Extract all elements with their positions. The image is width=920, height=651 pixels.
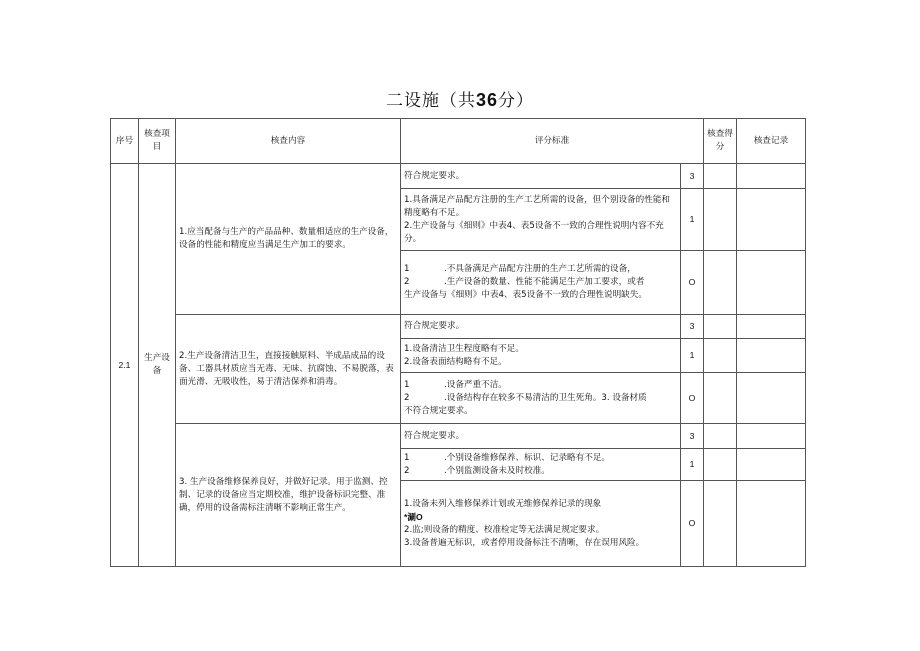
section-item: 生产设备 [139,164,176,567]
header-content: 核查内容 [176,119,401,164]
item1-got-1[interactable] [704,164,737,189]
item2-criteria-1: 符合规定要求。 [401,315,681,339]
item2-got-1[interactable] [704,315,737,339]
item3-criteria-2: 1 .个别设备维修保养、标识、记录略有不足。 2 .个别监测设备未及时校准。 [401,449,681,481]
item2-score-1: 3 [681,315,704,339]
item3-score-3: O [681,481,704,567]
table-row [111,315,806,339]
header-item: 核查项目 [139,119,176,164]
item2-record-1[interactable] [737,315,806,339]
item3-got-3[interactable] [704,481,737,567]
item2-record-2[interactable] [737,339,806,373]
table-row [111,424,806,449]
header-criteria: 评分标准 [401,119,704,164]
header-record: 核查记录 [737,119,806,164]
item1-score-3: O [681,251,704,315]
item3-criteria-1: 符合规定要求。 [401,424,681,449]
item1-criteria-3: 1 .不具备满足产品配方注册的生产工艺所需的设备， 2 .生产设备的数量、性能不能满足生产加工要求，或者 生产设备与《细则》中表4、表5设备不一致的合理性说明缺失。 [401,251,681,315]
item2-criteria-3: 1 .设备严重不洁。 2 .设备结构存在较多不易清洁的卫生死角。3. 设备材质 不符合规定要求。 [401,373,681,424]
inspection-table [110,118,806,567]
item3-score-2: 1 [681,449,704,481]
item2-got-2[interactable] [704,339,737,373]
item1-got-3[interactable] [704,251,737,315]
item2-record-3[interactable] [737,373,806,424]
item2-score-3: O [681,373,704,424]
table-row [111,164,806,189]
item3-record-2[interactable] [737,449,806,481]
item2-criteria-2: 1.设备清洁卫生程度略有不足。 2.设备表面结构略有不足。 [401,339,681,373]
item1-got-2[interactable] [704,189,737,251]
item3-record-3[interactable] [737,481,806,567]
table-header-row [111,119,806,164]
header-score: 核查得分 [704,119,737,164]
item3-criteria-3: 1.设备未列入维修保养计划或无维修保养记录的现象 *涮O 2.监;则设备的精度、校准检定等无法满足规定要求。 3.设备普遍无标识，或者停用设备标注不清晰，存在误用风险。 [401,481,681,567]
item1-score-1: 3 [681,164,704,189]
page-title: 二设施（共36分） [385,90,535,111]
item1-criteria-2: 1.具备满足产品配方注册的生产工艺所需的设备，但个别设备的性能和精度略有不足。 2.生产设备与《细则》中表4、表5设备不一致的合理性说明内容不充分。 [401,189,681,251]
item1-score-2: 1 [681,189,704,251]
section-seq: 2.1 [111,164,139,567]
item3-score-1: 3 [681,424,704,449]
header-seq: 序号 [111,119,139,164]
item1-content: 1.应当配备与生产的产品品种、数量相适应的生产设备，设备的性能和精度应当满足生产加工的要求。 [176,164,401,315]
item1-criteria-1: 符合规定要求。 [401,164,681,189]
item2-content: 2.生产设备清洁卫生，直接接触原料、半成品成品的设备、工器具材质应当无毒、无味、抗腐蚀、不易脱落，表面光滑、无吸收性，易于清洁保养和消毒。 [176,315,401,424]
item2-score-2: 1 [681,339,704,373]
item3-record-1[interactable] [737,424,806,449]
item3-got-1[interactable] [704,424,737,449]
item3-got-2[interactable] [704,449,737,481]
item1-record-1[interactable] [737,164,806,189]
item1-record-2[interactable] [737,189,806,251]
item1-record-3[interactable] [737,251,806,315]
item2-got-3[interactable] [704,373,737,424]
item3-content: 3. 生产设备维修保养良好，并做好记录。用于监测、控制、记录的设备应当定期校准，维护设备标识完整、准确，停用的设备需标注清晰不影响正常生产。 [176,424,401,567]
